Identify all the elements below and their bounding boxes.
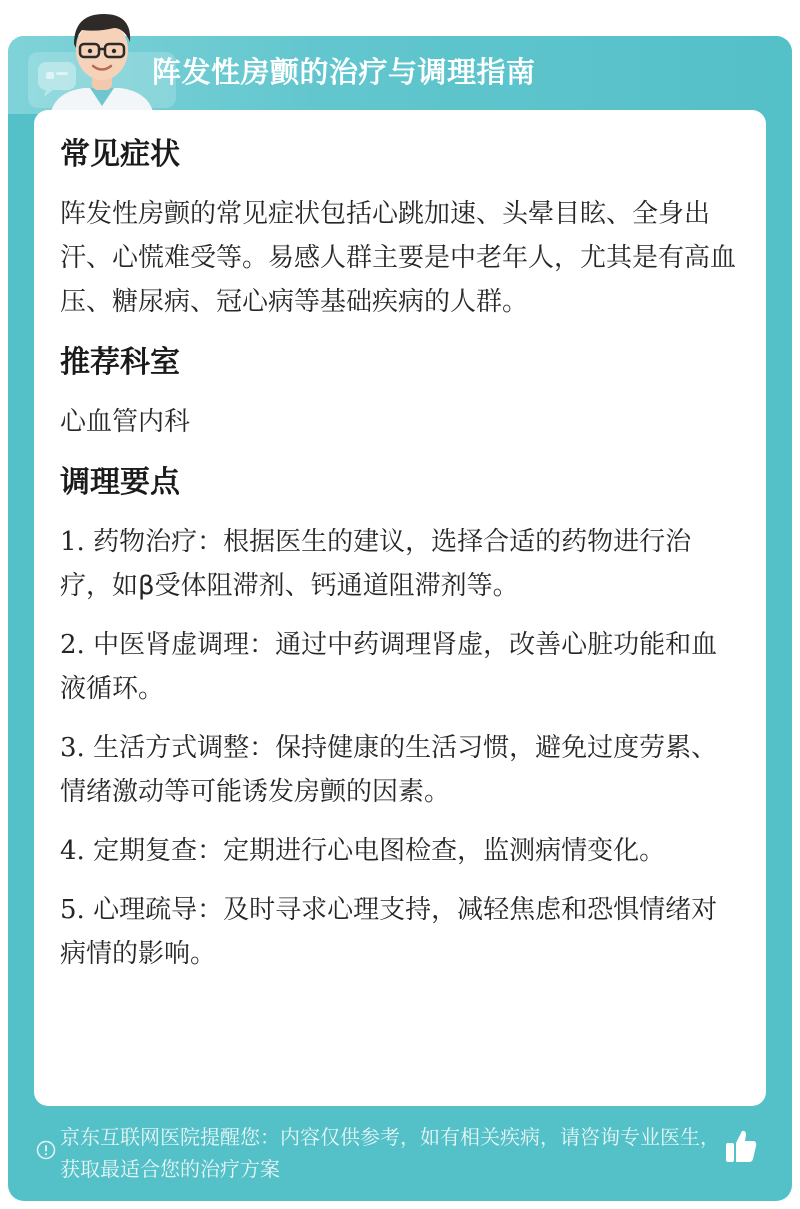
care-item bbox=[60, 726, 740, 814]
care-item-text: 药物治疗：根据医生的建议，选择合适的药物进行治疗，如β受体阻滞剂、钙通道阻滞剂等。 bbox=[60, 527, 692, 601]
care-item-number: 2. bbox=[60, 630, 85, 660]
info-icon bbox=[36, 1140, 56, 1160]
care-item bbox=[60, 520, 740, 608]
disclaimer-text: 京东互联网医院提醒您：内容仅供参考，如有相关疾病，请咨询专业医生，获取最适合您的治疗方案 bbox=[60, 1125, 720, 1181]
symptoms-heading: 常见症状 bbox=[60, 137, 180, 172]
care-item bbox=[60, 623, 740, 711]
page-title: 阵发性房颤的治疗与调理指南 bbox=[152, 55, 536, 89]
care-item-text: 心理疏导：及时寻求心理支持，减轻焦虑和恐惧情绪对病情的影响。 bbox=[60, 895, 718, 969]
care-item-text: 中医肾虚调理：通过中药调理肾虚，改善心脏功能和血液循环。 bbox=[60, 630, 718, 704]
care-item-number: 3. bbox=[60, 733, 85, 763]
thumbs-up-icon[interactable] bbox=[724, 1128, 758, 1164]
care-item-number: 5. bbox=[60, 895, 85, 925]
doctor-avatar bbox=[44, 6, 160, 116]
care-item bbox=[60, 829, 740, 873]
content-card bbox=[34, 110, 766, 1106]
department-text: 心血管内科 bbox=[60, 407, 191, 437]
care-item-text: 生活方式调整：保持健康的生活习惯，避免过度劳累、情绪激动等可能诱发房颤的因素。 bbox=[60, 733, 718, 807]
care-item-text: 定期复查：定期进行心电图检查，监测病情变化。 bbox=[93, 836, 666, 866]
care-heading: 调理要点 bbox=[60, 465, 180, 500]
department-heading: 推荐科室 bbox=[60, 345, 180, 380]
care-item-number: 4. bbox=[60, 836, 85, 866]
care-item bbox=[60, 888, 740, 976]
care-item-number: 1. bbox=[60, 527, 85, 557]
symptoms-text: 阵发性房颤的常见症状包括心跳加速、头晕目眩、全身出汗、心慌难受等。易感人群主要是中老年人，尤其是有高血压、糖尿病、冠心病等基础疾病的人群。 bbox=[60, 199, 737, 317]
